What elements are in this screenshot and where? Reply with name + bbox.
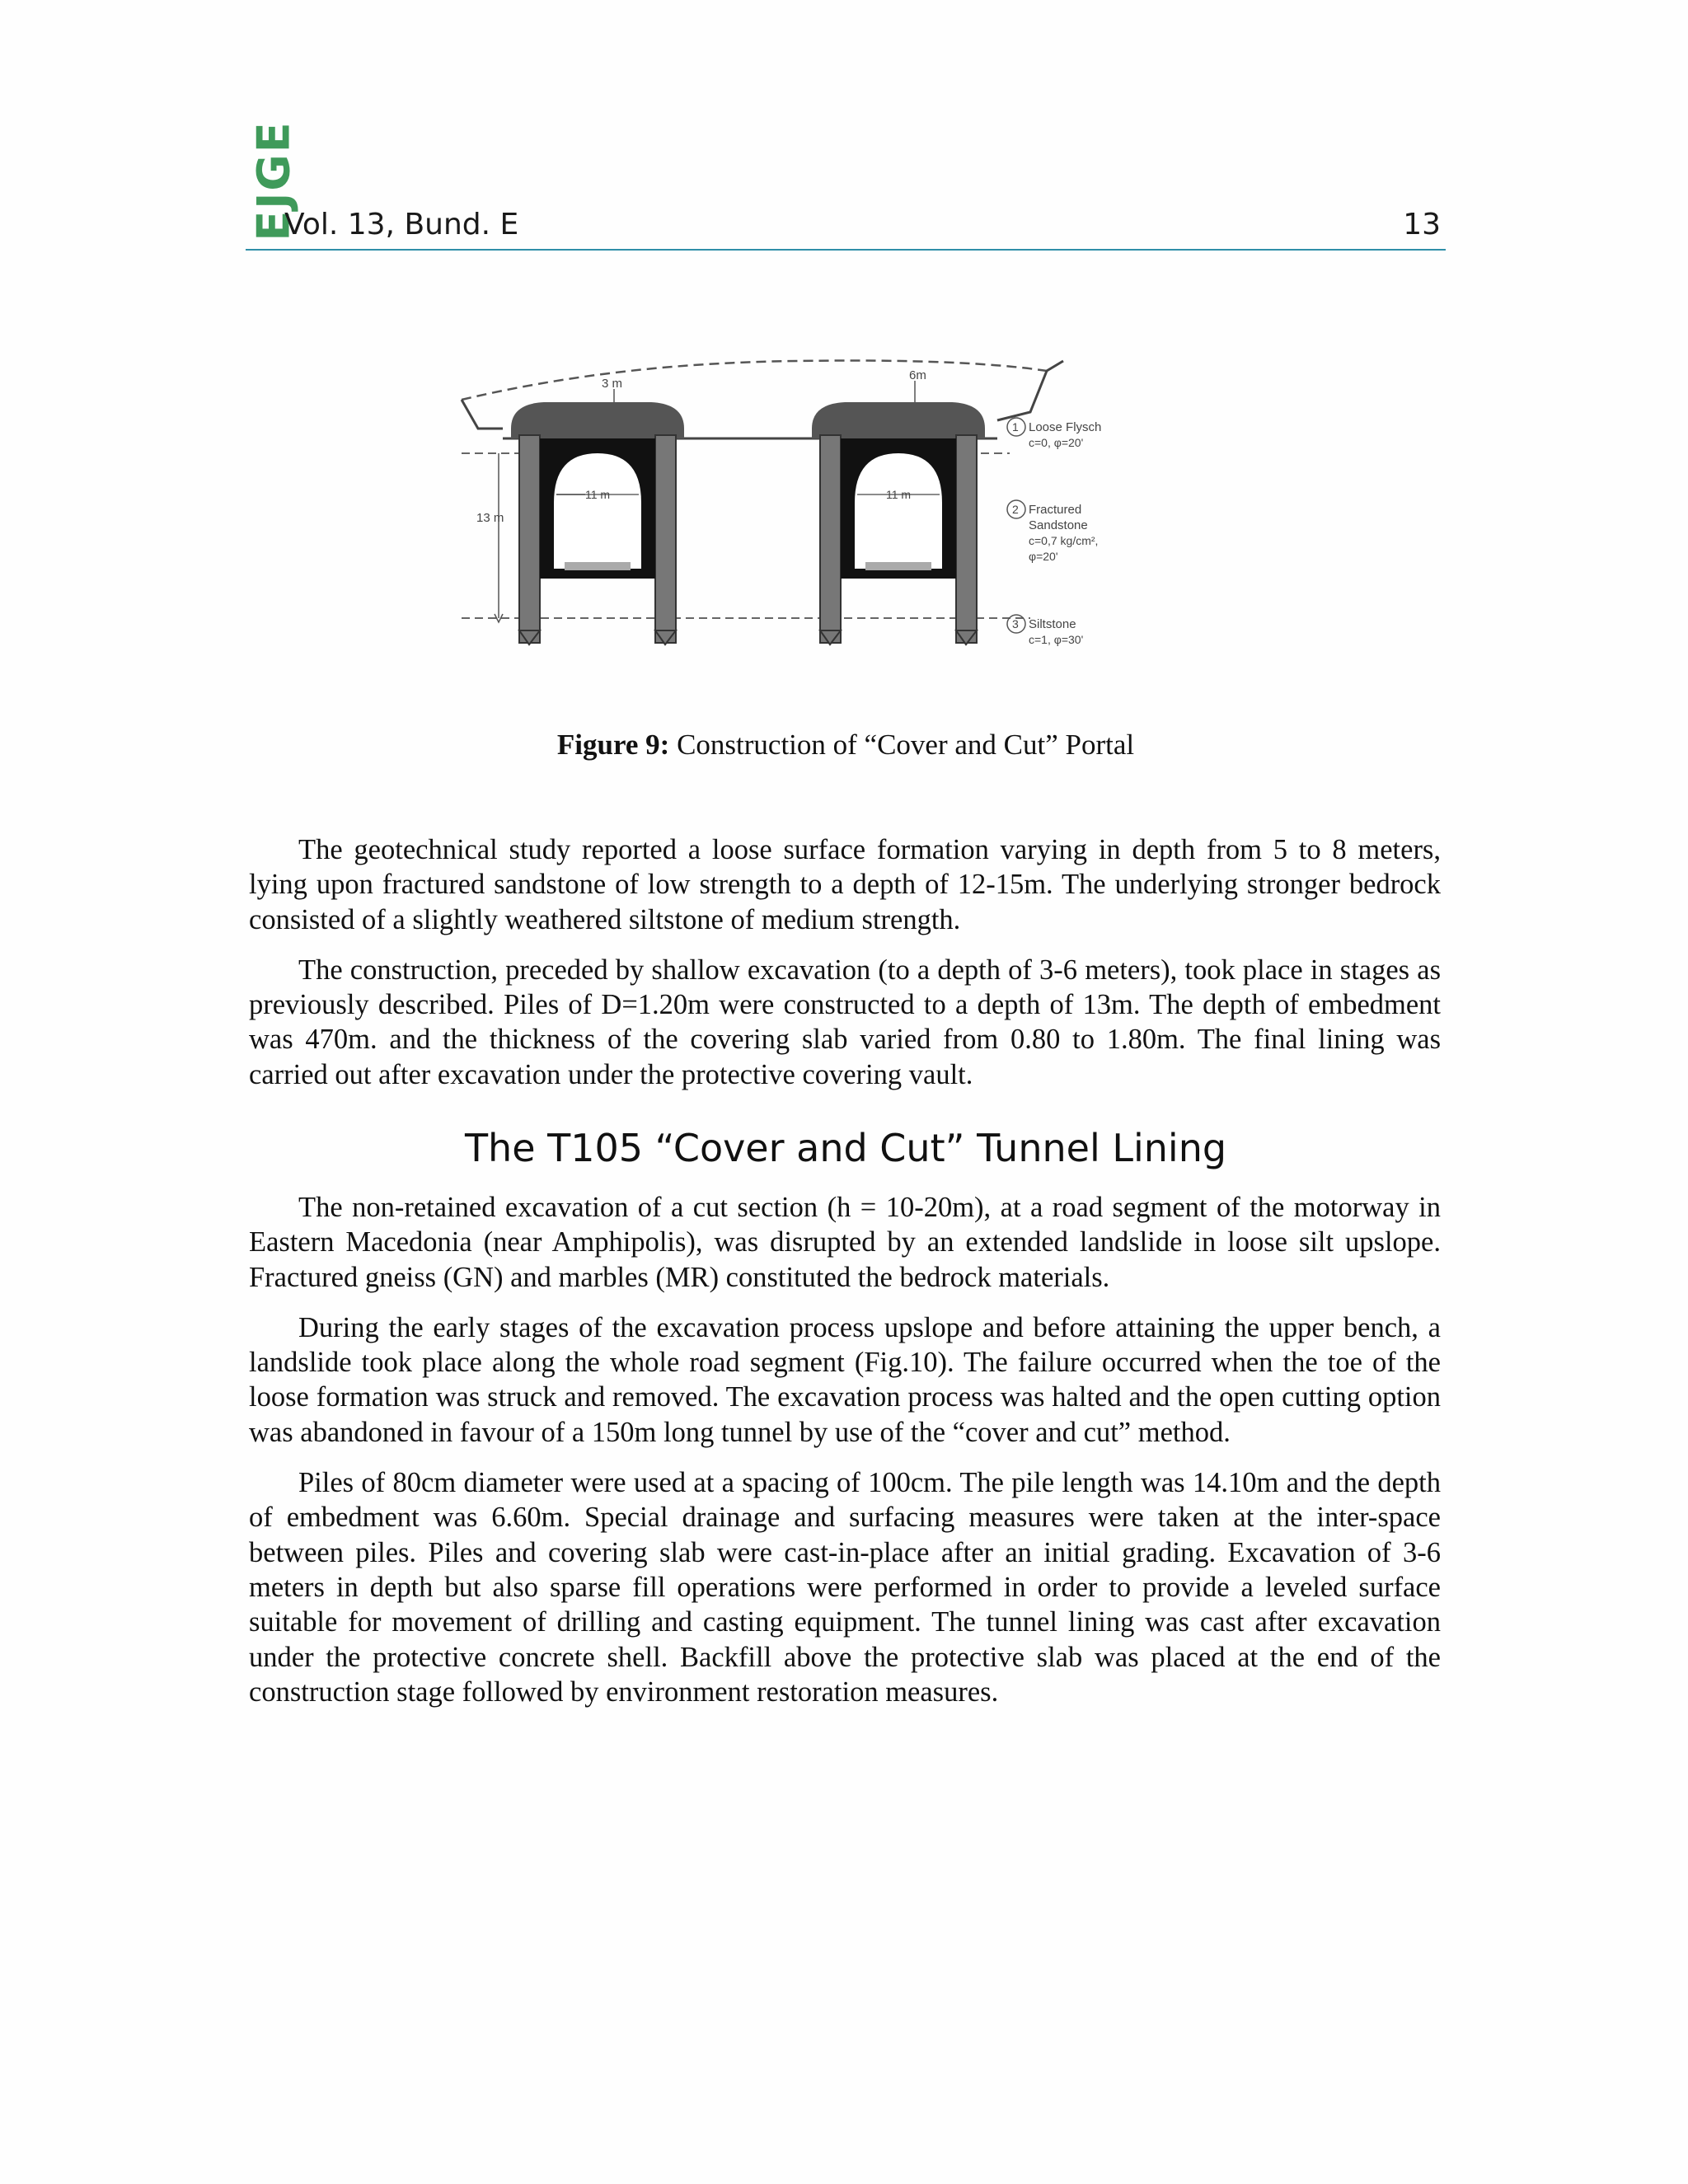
paragraph: Piles of 80cm diameter were used at a spacing of 100cm. The pile length was 14.10m and the depth of embedment was 6.60m. Special drainage and surfacing measures were taken at the inter-space between piles. Piles and covering slab were cast-in-place after an initial grading. Excavation of 3-6 meters in depth but also sparse fill operations were performed in order to provide a leveled surface suitable for movement of drilling and casting equipment. The tunnel lining was cast after excavation under the protective concrete shell. Backfill above the protective slab was placed at the end of the construction stage followed by environment restoration measures. xyxy=(249,1467,1441,1708)
header-divider xyxy=(246,249,1446,251)
layer3-name: Siltstone xyxy=(1029,617,1076,631)
volume-label: Vol. 13, Bund. E xyxy=(284,208,519,241)
layer2-name-1: Fractured xyxy=(1029,503,1082,517)
left-tunnel xyxy=(511,402,684,644)
left-depth-label: 3 m xyxy=(602,377,623,391)
paragraph: During the early stages of the excavation process upslope and before attaining the upper bench, a landslide took place along the whole road segment (Fig.10). The failure occurred when the toe of the loose formation was struck and removed. The excavation process was halted and the open cutting option was abandoned in favour of a 150m long tunnel by use of the “cover and cut” method. xyxy=(249,1311,1441,1448)
svg-text:2: 2 xyxy=(1012,503,1019,516)
paragraph: The construction, preceded by shallow excavation (to a depth of 3-6 meters), took place in stages as previously described. Piles of D=1.20m were constructed to a depth of 13m. The depth of embedment was 470m. and the thickness of the covering slab varied from 0.80 to 1.80m. The final lining was carried out after excavation under the protective covering vault. xyxy=(249,954,1441,1090)
body-section-1 xyxy=(249,832,1441,1092)
body-section-2 xyxy=(249,1190,1441,1709)
layer2-props-2: φ=20' xyxy=(1029,550,1058,563)
right-tunnel xyxy=(812,402,985,644)
right-depth-label: 6m xyxy=(909,368,926,382)
paragraph: The non-retained excavation of a cut section (h = 10-20m), at a road segment of the motorway in Eastern Macedonia (near Amphipolis), was disrupted by an extended landslide in loose silt upslope. Fractured gneiss (GN) and marbles (MR) constituted the bedrock materials. xyxy=(249,1192,1441,1293)
figure-caption xyxy=(246,729,1446,762)
right-width-label: 11 m xyxy=(886,488,912,501)
layer2-name-2: Sandstone xyxy=(1029,518,1088,532)
layer1-name: Loose Flysch xyxy=(1029,420,1102,434)
journal-logo-text: EJGE xyxy=(247,120,300,241)
figure-caption-label: Figure 9: xyxy=(556,729,670,761)
page-number: 13 xyxy=(1403,208,1441,241)
layer1-props: c=0, φ=20' xyxy=(1029,436,1084,449)
figure-caption-text: Construction of “Cover and Cut” Portal xyxy=(669,729,1135,761)
left-width-label: 11 m xyxy=(585,488,611,501)
ground-surface-line xyxy=(462,361,1047,401)
svg-text:3: 3 xyxy=(1012,617,1019,630)
layer2-props-1: c=0,7 kg/cm², xyxy=(1029,534,1099,547)
paragraph: The geotechnical study reported a loose surface formation varying in depth from 5 to 8 meters, lying upon fractured sandstone of low strength to a depth of 12-15m. The underlying stronger bedrock consisted of a slightly weathered siltstone of medium strength. xyxy=(249,834,1441,935)
layer3-props: c=1, φ=30' xyxy=(1029,633,1084,646)
section-title: The T105 “Cover and Cut” Tunnel Lining xyxy=(464,1126,1227,1170)
right-slope xyxy=(997,361,1063,420)
cover-and-cut-portal-figure xyxy=(453,346,1146,668)
svg-text:1: 1 xyxy=(1012,420,1019,434)
left-slope xyxy=(462,400,503,429)
height-label: 13 m xyxy=(476,511,504,525)
